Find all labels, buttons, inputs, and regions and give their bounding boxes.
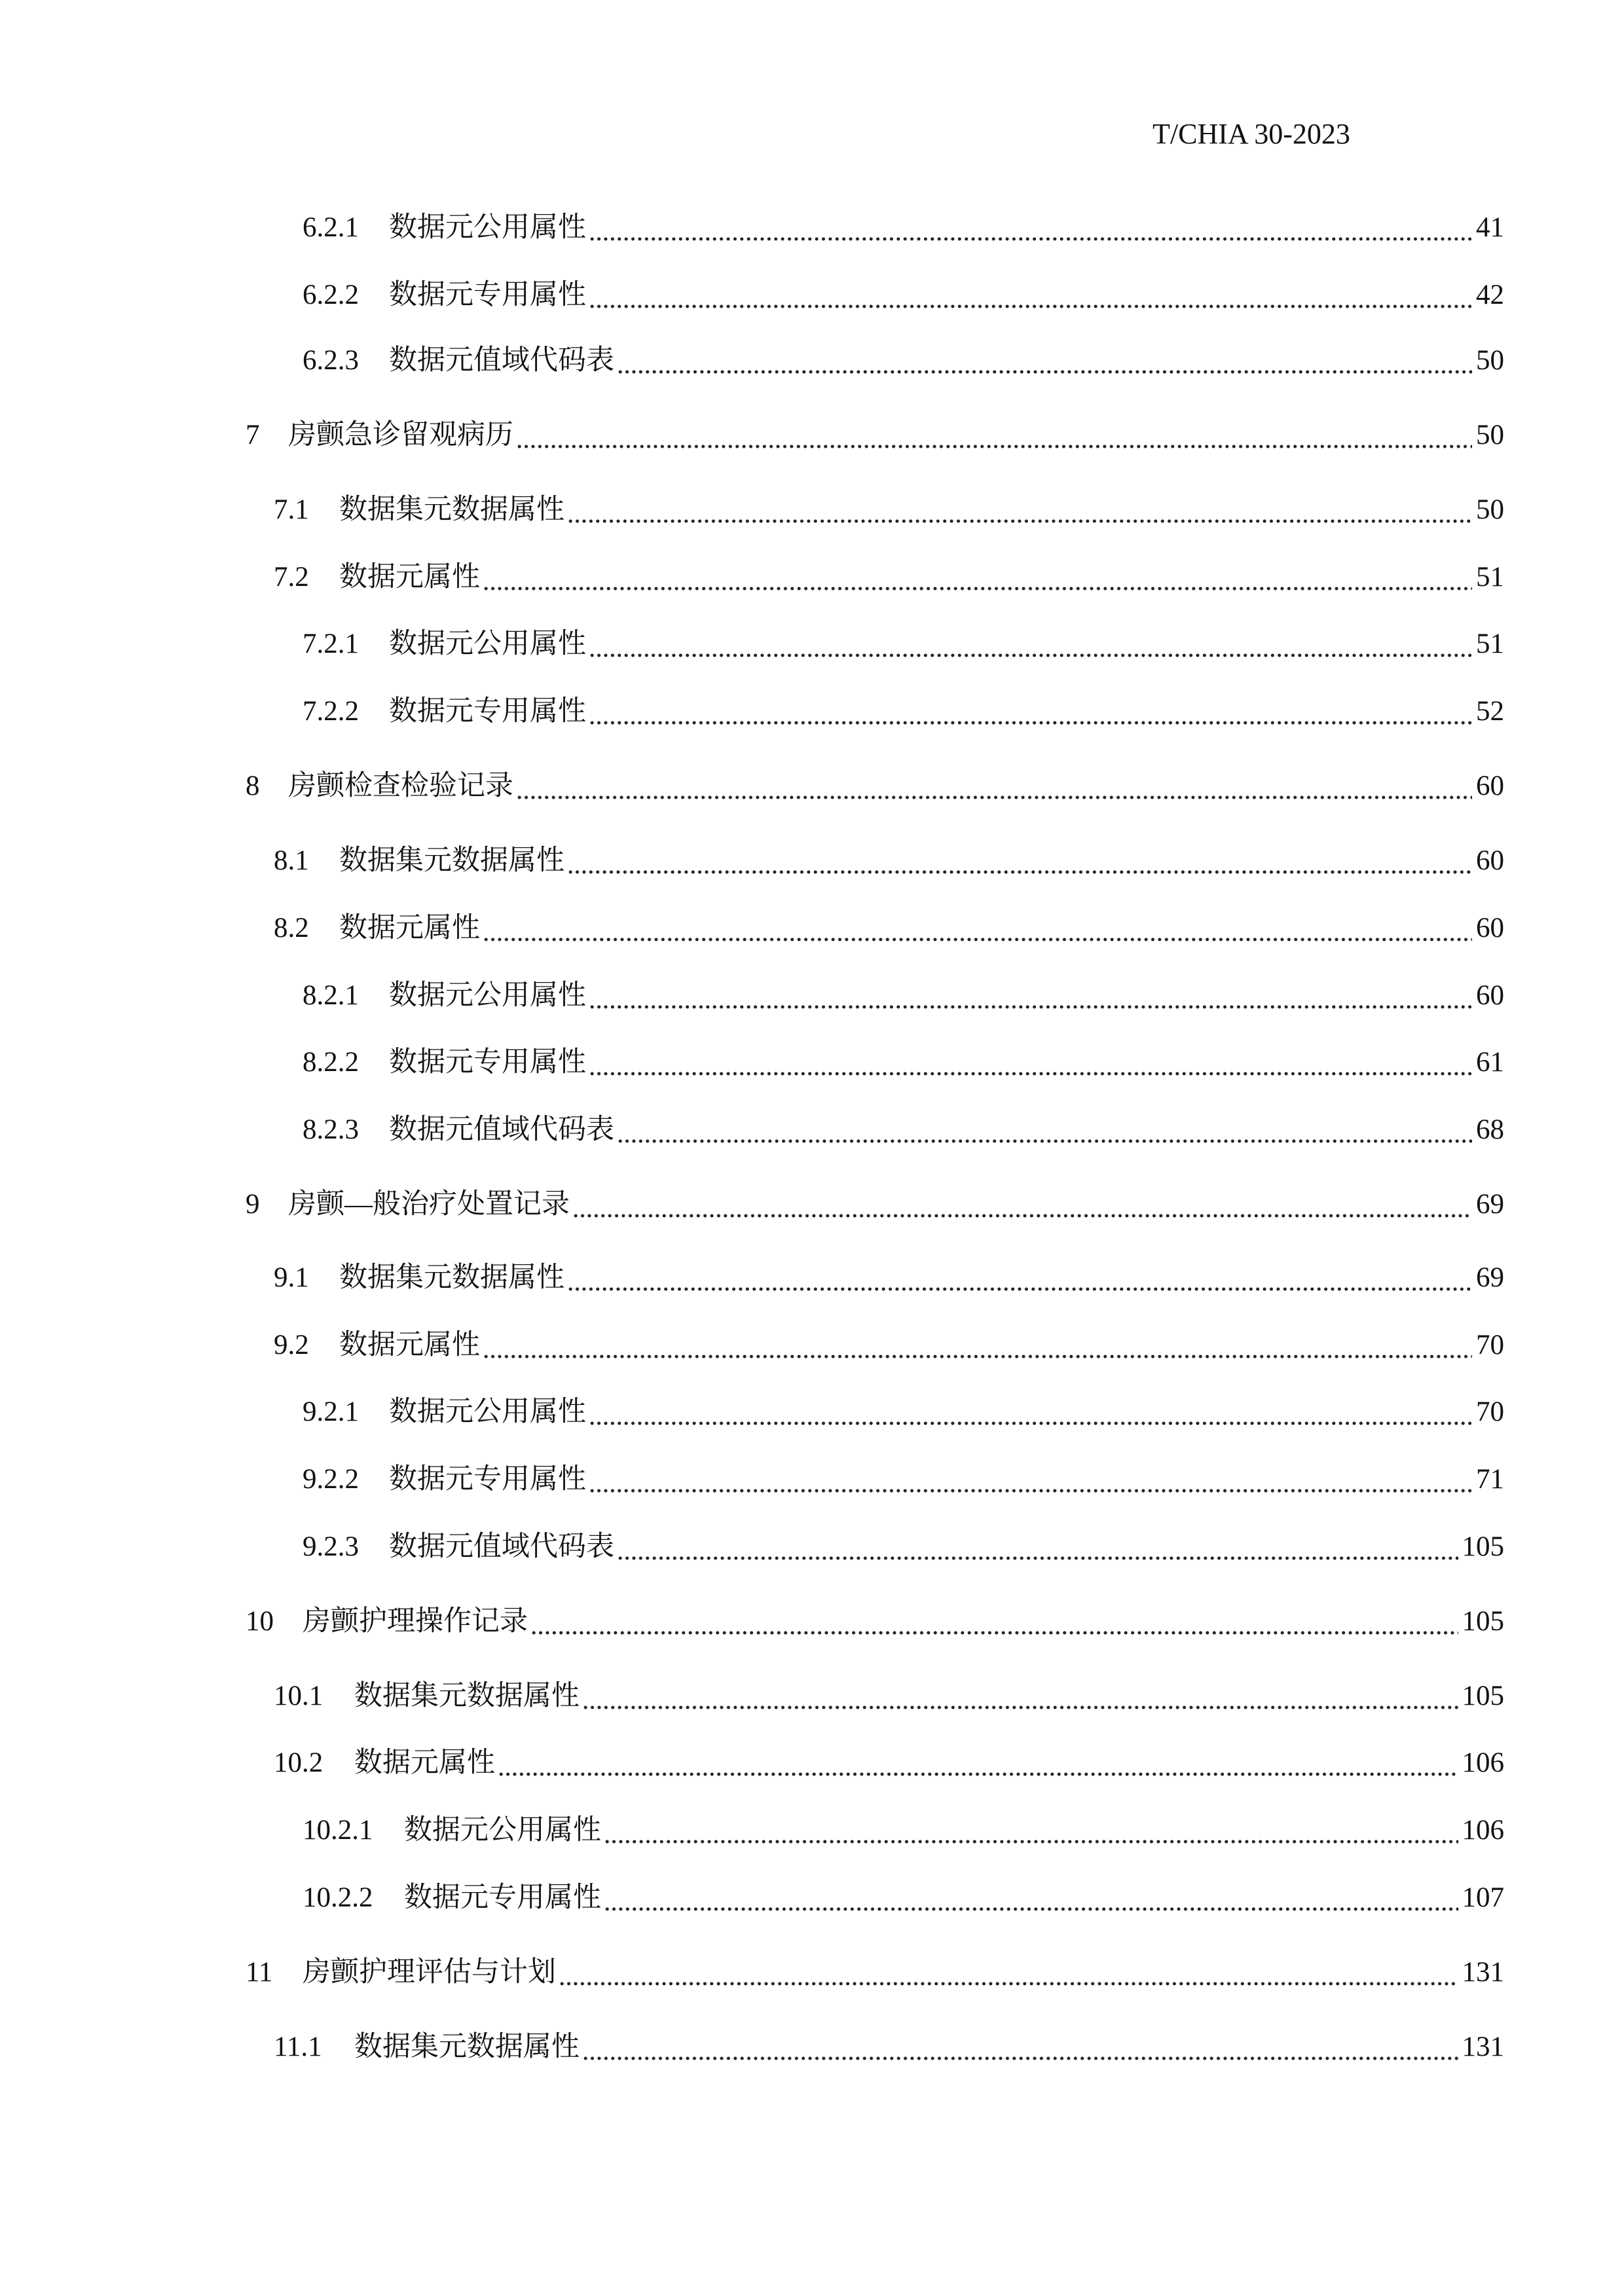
- toc-section-title: 数据集元数据属性: [339, 845, 564, 876]
- toc-dot-leader: [582, 2030, 1458, 2065]
- toc-section-number: 8.1: [274, 845, 309, 876]
- toc-section-title: 数据元值域代码表: [389, 1531, 614, 1562]
- toc-section-number: 10.2.1: [303, 1815, 373, 1846]
- toc-entry[interactable]: [303, 210, 1504, 246]
- toc-entry[interactable]: [246, 1604, 1504, 1639]
- toc-section-number: 8.2.1: [303, 980, 359, 1011]
- toc-page-number: 68: [1476, 1114, 1504, 1145]
- toc-section-title: 数据元公用属性: [389, 212, 586, 243]
- toc-dot-leader: [589, 1045, 1472, 1080]
- toc-section-title: 数据元公用属性: [389, 629, 586, 659]
- toc-dot-leader: [617, 1529, 1458, 1565]
- toc-entry[interactable]: [274, 1745, 1504, 1781]
- toc-section-number: 9.2.1: [303, 1396, 359, 1427]
- toc-entry[interactable]: [274, 1679, 1504, 1714]
- toc-dot-leader: [567, 1260, 1472, 1296]
- toc-page-number: 106: [1462, 1747, 1504, 1778]
- toc-entry[interactable]: [303, 1045, 1504, 1080]
- toc-entry[interactable]: [303, 1880, 1504, 1916]
- toc-section-title: 数据集元数据属性: [354, 2032, 580, 2062]
- toc-dot-leader: [617, 1112, 1472, 1148]
- toc-section-number: 7.2: [274, 562, 309, 592]
- toc-page-number: 105: [1462, 1681, 1504, 1711]
- toc-dot-leader: [516, 769, 1472, 804]
- toc-entry[interactable]: [303, 1462, 1504, 1497]
- toc-entry[interactable]: [246, 1955, 1504, 1990]
- toc-section-title: 房颤护理操作记录: [303, 1606, 528, 1637]
- toc-section-number: 10.2.2: [303, 1882, 373, 1913]
- toc-section-number: 9.1: [274, 1262, 309, 1293]
- toc-section-number: 7.1: [274, 494, 309, 525]
- toc-section-number: 10.1: [274, 1681, 323, 1711]
- toc-section-number: 9: [246, 1189, 260, 1220]
- toc-section-title: 房颤急诊留观病历: [288, 420, 513, 450]
- toc-page-number: 71: [1476, 1464, 1504, 1495]
- toc-dot-leader: [567, 492, 1472, 528]
- toc-section-number: 8.2: [274, 913, 309, 943]
- toc-entry[interactable]: [303, 694, 1504, 729]
- toc-dot-leader: [498, 1745, 1458, 1781]
- toc-section-number: 10.2: [274, 1747, 323, 1778]
- toc-section-title: 数据集元数据属性: [354, 1681, 580, 1711]
- toc-page-number: 52: [1476, 696, 1504, 727]
- toc-dot-leader: [589, 978, 1472, 1013]
- toc-page-number: 51: [1476, 562, 1504, 592]
- document-id-header: T/CHIA 30-2023: [1153, 118, 1350, 150]
- toc-dot-leader: [617, 343, 1472, 378]
- toc-dot-leader: [559, 1955, 1458, 1990]
- toc-entry[interactable]: [274, 911, 1504, 946]
- toc-section-number: 7.2.1: [303, 629, 359, 659]
- toc-dot-leader: [604, 1880, 1458, 1916]
- toc-page-number: 61: [1476, 1047, 1504, 1078]
- toc-page-number: 60: [1476, 913, 1504, 943]
- toc-entry[interactable]: [274, 1328, 1504, 1363]
- toc-section-number: 11.1: [274, 2032, 322, 2062]
- toc-section-title: 数据元公用属性: [389, 980, 586, 1011]
- toc-dot-leader: [589, 210, 1472, 246]
- toc-page-number: 106: [1462, 1815, 1504, 1846]
- toc-entry[interactable]: [274, 1260, 1504, 1296]
- toc-entry[interactable]: [303, 1813, 1504, 1848]
- toc-page-number: 50: [1476, 345, 1504, 376]
- toc-page-number: 60: [1476, 980, 1504, 1011]
- toc-page-number: 105: [1462, 1606, 1504, 1637]
- toc-page-number: 42: [1476, 280, 1504, 310]
- toc-section-number: 7.2.2: [303, 696, 359, 727]
- toc-section-title: 数据元值域代码表: [389, 1114, 614, 1145]
- toc-section-number: 9.2.3: [303, 1531, 359, 1562]
- toc-section-title: 数据元专用属性: [404, 1882, 601, 1913]
- toc-section-title: 房颤—般治疗处置记录: [288, 1189, 570, 1220]
- toc-dot-leader: [582, 1679, 1458, 1714]
- toc-dot-leader: [604, 1813, 1458, 1848]
- toc-entry[interactable]: [274, 492, 1504, 528]
- toc-section-number: 6.2.3: [303, 345, 359, 376]
- toc-section-title: 数据元值域代码表: [389, 345, 614, 376]
- toc-dot-leader: [483, 560, 1472, 595]
- toc-section-number: 10: [246, 1606, 274, 1637]
- toc-section-title: 数据元专用属性: [389, 696, 586, 727]
- toc-entry[interactable]: [303, 627, 1504, 662]
- toc-section-number: 6.2.2: [303, 280, 359, 310]
- toc-page-number: 131: [1462, 2032, 1504, 2062]
- toc-entry[interactable]: [303, 343, 1504, 378]
- toc-dot-leader: [589, 694, 1472, 729]
- toc-page-number: 70: [1476, 1396, 1504, 1427]
- toc-section-number: 8.2.3: [303, 1114, 359, 1145]
- toc-section-title: 数据元属性: [339, 1330, 480, 1360]
- toc-section-title: 数据元公用属性: [404, 1815, 601, 1846]
- toc-entry[interactable]: [246, 418, 1504, 453]
- toc-section-number: 7: [246, 420, 260, 450]
- toc-section-number: 9.2.2: [303, 1464, 359, 1495]
- toc-dot-leader: [589, 1394, 1472, 1430]
- toc-section-number: 9.2: [274, 1330, 309, 1360]
- toc-dot-leader: [589, 1462, 1472, 1497]
- toc-page-number: 105: [1462, 1531, 1504, 1562]
- toc-section-title: 数据元属性: [339, 913, 480, 943]
- toc-page-number: 69: [1476, 1189, 1504, 1220]
- toc-dot-leader: [589, 627, 1472, 662]
- toc-entry[interactable]: [274, 2030, 1504, 2065]
- toc-entry[interactable]: [303, 1394, 1504, 1430]
- toc-entry[interactable]: [303, 278, 1504, 313]
- toc-page-number: 41: [1476, 212, 1504, 243]
- toc-section-title: 房颤检查检验记录: [288, 771, 513, 801]
- toc-dot-leader: [589, 278, 1472, 313]
- toc-entry[interactable]: [246, 1187, 1504, 1222]
- toc-page-number: 70: [1476, 1330, 1504, 1360]
- toc-page-number: 107: [1462, 1882, 1504, 1913]
- toc-page-number: 60: [1476, 845, 1504, 876]
- toc-section-title: 数据元公用属性: [389, 1396, 586, 1427]
- toc-section-title: 房颤护理评估与计划: [303, 1957, 556, 1988]
- toc-page-number: 50: [1476, 420, 1504, 450]
- toc-section-title: 数据元专用属性: [389, 1047, 586, 1078]
- toc-dot-leader: [530, 1604, 1458, 1639]
- toc-dot-leader: [516, 418, 1472, 453]
- toc-page-number: 131: [1462, 1957, 1504, 1988]
- toc-dot-leader: [567, 843, 1472, 879]
- toc-page-number: 69: [1476, 1262, 1504, 1293]
- toc-page-number: 51: [1476, 629, 1504, 659]
- toc-dot-leader: [483, 911, 1472, 946]
- toc-section-title: 数据集元数据属性: [339, 494, 564, 525]
- toc-section-title: 数据元属性: [354, 1747, 495, 1778]
- toc-section-number: 11: [246, 1957, 273, 1988]
- toc-section-title: 数据元专用属性: [389, 280, 586, 310]
- toc-section-title: 数据元专用属性: [389, 1464, 586, 1495]
- toc-section-number: 8: [246, 771, 260, 801]
- toc-page-number: 50: [1476, 494, 1504, 525]
- toc-entry[interactable]: [246, 769, 1504, 804]
- toc-dot-leader: [483, 1328, 1472, 1363]
- toc-section-number: 6.2.1: [303, 212, 359, 243]
- toc-entry[interactable]: [303, 978, 1504, 1013]
- toc-section-title: 数据集元数据属性: [339, 1262, 564, 1293]
- toc-section-number: 8.2.2: [303, 1047, 359, 1078]
- toc-entry[interactable]: [303, 1529, 1504, 1565]
- toc-entry[interactable]: [303, 1112, 1504, 1148]
- toc-entry[interactable]: [274, 843, 1504, 879]
- toc-section-title: 数据元属性: [339, 562, 480, 592]
- toc-dot-leader: [572, 1187, 1472, 1222]
- toc-page-number: 60: [1476, 771, 1504, 801]
- toc-entry[interactable]: [274, 560, 1504, 595]
